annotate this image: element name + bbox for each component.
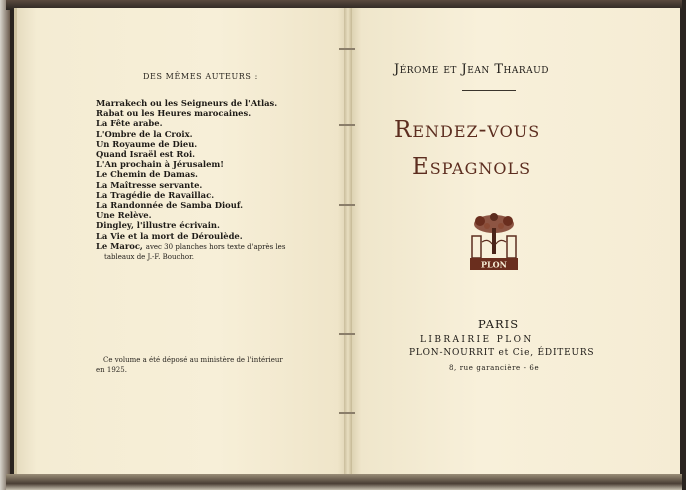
binding-stitch xyxy=(339,48,355,50)
list-item: Le Chemin de Damas. xyxy=(96,169,198,180)
list-item: L'Ombre de la Croix. xyxy=(96,128,193,139)
publisher-city: PARIS xyxy=(478,317,520,331)
authors-name: Jérome et Jean Tharaud xyxy=(394,62,549,77)
publisher-name: LIBRAIRIE PLON xyxy=(420,335,534,345)
deposit-line: Ce volume a été déposé au ministère de l'intérieur xyxy=(103,356,283,364)
last-work-note: avec 30 planches hors texte d'après les xyxy=(145,242,286,251)
publisher-address: 8, rue garancière - 6e xyxy=(449,364,540,372)
list-item: Dingley, l'illustre écrivain. xyxy=(96,220,220,231)
publisher-imprint: PLON-NOURRIT et Cie, ÉDITEURS xyxy=(409,348,595,358)
cover-bottom-edge xyxy=(6,474,682,490)
legal-deposit-note xyxy=(96,355,306,375)
page-edge-strip xyxy=(0,0,10,490)
list-item: La Randonnée de Samba Diouf. xyxy=(96,200,244,211)
list-item: Un Royaume de Dieu. xyxy=(96,138,198,149)
list-item: Quand Israël est Roi. xyxy=(96,149,196,160)
list-item: La Tragédie de Ravaillac. xyxy=(96,189,215,200)
list-item: La Maîtresse servante. xyxy=(96,179,203,190)
book-title-line-1: Rendez-vous xyxy=(394,117,541,143)
list-item: Rabat ou les Heures marocaines. xyxy=(96,108,252,119)
binding-stitch xyxy=(339,124,355,126)
binding-stitch xyxy=(339,333,355,335)
title-divider xyxy=(462,90,516,91)
publisher-emblem-icon xyxy=(468,212,520,274)
emblem-label: PLON xyxy=(481,259,507,270)
book-title-line-2: Espagnols xyxy=(412,154,532,180)
last-work-title: Le Maroc, xyxy=(96,240,143,251)
book-gutter xyxy=(344,8,352,476)
list-item: Marrakech ou les Seigneurs de l'Atlas. xyxy=(96,98,278,108)
deposit-line: en 1925. xyxy=(96,366,127,374)
binding-stitch xyxy=(339,412,355,414)
list-item: L'An prochain à Jérusalem! xyxy=(96,159,224,170)
list-item: La Vie et la mort de Déroulède. xyxy=(96,230,243,241)
list-item-last-work xyxy=(96,241,285,252)
binding-stitch xyxy=(339,204,355,206)
list-item: La Fête arabe. xyxy=(96,118,163,129)
works-list xyxy=(96,98,285,262)
last-work-note-continued: tableaux de J.-F. Bouchor. xyxy=(104,253,194,262)
also-by-heading: DES MÊMES AUTEURS : xyxy=(143,72,258,81)
list-item: Une Relève. xyxy=(96,210,152,221)
